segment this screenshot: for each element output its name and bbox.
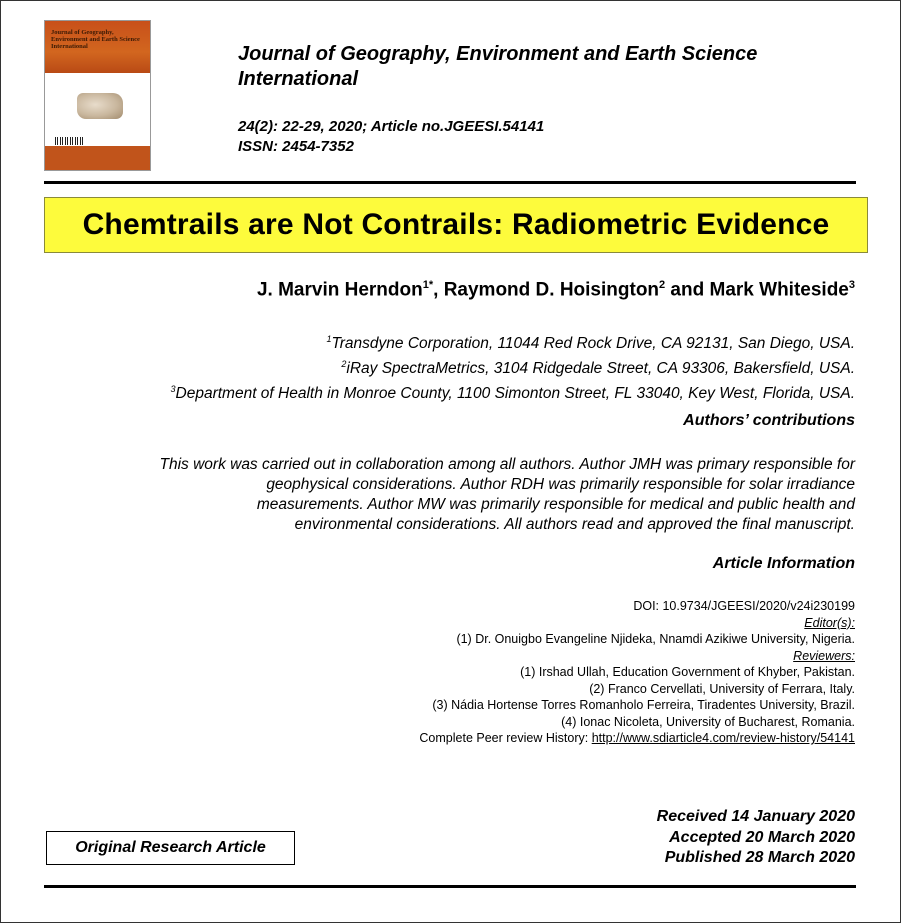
author-separator: , — [433, 279, 444, 301]
journal-issue-info — [238, 117, 544, 157]
author-name: Mark Whiteside — [709, 279, 849, 301]
published-date: Published 28 March 2020 — [664, 849, 855, 866]
affil-text: Department of Health in Monroe County, 1100 Simonton Street, FL 33040, Key West, Florida, USA. — [175, 385, 855, 403]
doi: DOI: 10.9734/JGEESI/2020/v24i230199 — [633, 599, 855, 613]
cover-rock-image — [77, 93, 123, 119]
contributions-text — [43, 455, 855, 535]
article-info-heading: Article Information — [712, 555, 855, 572]
contributions-line: measurements. Author MW was primarily responsible for medical and public health and — [256, 496, 855, 513]
author-name: J. Marvin Herndon — [256, 279, 423, 301]
contributions-line: environmental considerations. All authors read and approved the final manuscript. — [294, 516, 855, 533]
affiliation-line — [171, 329, 856, 354]
article-title: Chemtrails are Not Contrails: Radiometric Evidence — [82, 208, 830, 241]
issue-citation: 24(2): 22-29, 2020; Article no.JGEESI.54141 — [238, 118, 545, 135]
affil-number: 3 — [170, 384, 176, 395]
review-history-link[interactable]: http://www.sdiarticle4.com/review-history/54141 — [591, 731, 855, 745]
affil-number: 2 — [341, 359, 347, 370]
author-list — [257, 279, 855, 301]
accepted-date: Accepted 20 March 2020 — [669, 828, 855, 846]
review-history — [419, 730, 855, 747]
affil-number: 1 — [326, 334, 332, 344]
affil-text: Transdyne Corporation, 11044 Red Rock Drive, CA 92131, San Diego, USA. — [331, 335, 855, 353]
journal-cover-thumbnail — [44, 20, 151, 171]
header-rule — [44, 181, 856, 184]
footer-rule — [44, 885, 856, 888]
journal-name-line: Journal of Geography, Environment and Earth Science — [238, 43, 758, 65]
article-title-box — [44, 197, 868, 253]
reviewer-entry: (1) Irshad Ullah, Education Government of Khyber, Pakistan. — [520, 665, 855, 679]
affil-text: iRay SpectraMetrics, 3104 Ridgedale Street, CA 93306, Bakersfield, USA. — [346, 360, 855, 378]
editor-entry: (1) Dr. Onuigbo Evangeline Njideka, Nnamdi Azikiwe University, Nigeria. — [456, 632, 855, 646]
affiliation-line — [171, 379, 856, 404]
contributions-line: This work was carried out in collaboration among all authors. Author JMH was primary responsible for — [159, 456, 855, 473]
author-affil-mark: 1* — [422, 279, 434, 291]
reviewer-entry: (2) Franco Cervellati, University of Ferrara, Italy. — [589, 681, 855, 696]
affiliations — [171, 329, 856, 404]
article-type: Original Research Article — [75, 839, 266, 856]
journal-name — [238, 42, 858, 92]
reviewer-entry: (3) Nádia Hortense Torres Romanholo Ferreira, Tiradentes University, Brazil. — [432, 698, 855, 712]
contributions-heading: Authors’ contributions — [683, 412, 855, 429]
journal-name-line: International — [238, 68, 359, 90]
reviewer-entry: (4) Ionac Nicoleta, University of Bucharest, Romania. — [561, 714, 855, 729]
issn: ISSN: 2454-7352 — [238, 138, 354, 155]
cover-footer-band — [45, 146, 150, 170]
publication-dates — [657, 807, 855, 869]
author-affil-mark: 3 — [848, 279, 855, 291]
barcode-icon — [55, 137, 85, 145]
article-info — [419, 598, 855, 747]
affiliation-line — [171, 354, 856, 379]
contributions-line: geophysical considerations. Author RDH was primarily responsible for solar irradiance — [266, 476, 855, 493]
author-affil-mark: 2 — [659, 279, 666, 291]
author-name: Raymond D. Hoisington — [443, 279, 660, 301]
author-separator: and — [665, 279, 710, 301]
review-history-label: Complete Peer review History: — [419, 731, 592, 745]
editors-label: Editor(s): — [804, 615, 855, 630]
cover-title: Journal of Geography, Environment and Earth Science International — [51, 29, 140, 50]
reviewers-label: Reviewers: — [793, 648, 855, 663]
received-date: Received 14 January 2020 — [656, 808, 855, 825]
article-type-box — [46, 831, 295, 865]
